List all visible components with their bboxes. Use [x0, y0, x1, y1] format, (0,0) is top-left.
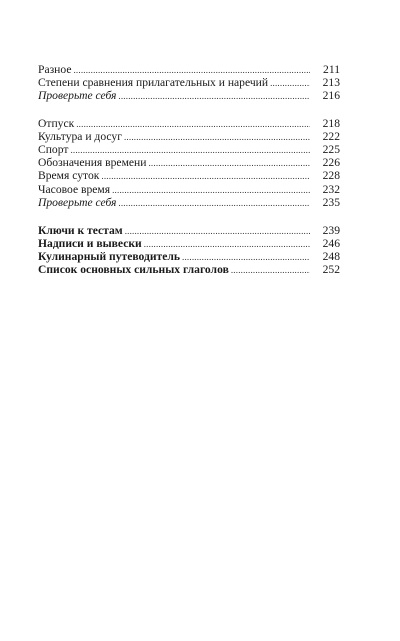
toc-group-2	[38, 117, 340, 209]
toc-entry-page: 218	[322, 116, 340, 130]
dot-leader	[118, 197, 310, 210]
toc-group-1	[38, 63, 340, 103]
toc-entry-title: Надписи и вывески	[38, 237, 142, 251]
toc-entry-title: Кулинарный путеводитель	[38, 250, 181, 264]
toc-entry[interactable]	[38, 237, 340, 250]
toc-entry[interactable]	[38, 156, 340, 169]
toc-entry-page: 216	[322, 89, 340, 103]
dot-leader	[125, 225, 310, 238]
toc-entry[interactable]	[38, 143, 340, 156]
dot-leader	[231, 264, 310, 277]
toc-entry[interactable]	[38, 224, 340, 237]
toc-entry[interactable]	[38, 117, 340, 130]
toc-entry-title: Список основных сильных глаголов	[38, 263, 229, 277]
toc-entry-title: Культура и досуг	[38, 129, 122, 143]
dot-leader	[112, 184, 310, 197]
dot-leader	[101, 170, 310, 183]
toc-entry[interactable]	[38, 183, 340, 196]
toc-entry[interactable]	[38, 76, 340, 89]
toc-entry-page: 211	[323, 63, 340, 76]
toc-entry[interactable]	[38, 130, 340, 143]
toc-entry[interactable]	[38, 263, 340, 276]
table-of-contents	[38, 63, 340, 277]
toc-entry-title: Ключи к тестам	[38, 223, 123, 237]
toc-entry-page: 225	[322, 142, 340, 156]
toc-entry-page: 226	[322, 156, 340, 170]
dot-leader	[148, 157, 310, 170]
toc-entry-title: Разное	[38, 63, 72, 76]
toc-entry-page: 213	[322, 76, 340, 90]
toc-entry-page: 248	[322, 250, 340, 264]
toc-entry-page: 228	[322, 169, 340, 183]
toc-entry-page: 252	[322, 263, 340, 277]
toc-entry-page: 222	[322, 129, 340, 143]
toc-entry-title: Спорт	[38, 142, 69, 156]
dot-leader	[270, 77, 310, 90]
toc-entry-title: Часовое время	[38, 182, 111, 196]
toc-entry[interactable]	[38, 89, 340, 102]
toc-entry-title: Обозначения времени	[38, 156, 147, 170]
toc-entry-title: Степени сравнения прилагательных и наречий	[38, 76, 269, 90]
toc-entry[interactable]	[38, 250, 340, 263]
toc-entry[interactable]	[38, 63, 340, 76]
group-spacer	[38, 103, 340, 117]
toc-entry-page: 239	[322, 223, 340, 237]
toc-entry-title: Проверьте себя	[38, 89, 117, 103]
toc-entry-page: 232	[322, 182, 340, 196]
group-spacer	[38, 209, 340, 224]
toc-entry[interactable]	[38, 196, 340, 209]
toc-group-3	[38, 224, 340, 277]
dot-leader	[124, 131, 310, 144]
toc-entry-page: 235	[322, 195, 340, 209]
toc-entry[interactable]	[38, 169, 340, 182]
toc-entry-title: Время суток	[38, 169, 100, 183]
toc-entry-title: Отпуск	[38, 116, 75, 130]
dot-leader	[118, 90, 310, 103]
toc-entry-page: 246	[322, 237, 340, 251]
toc-entry-title: Проверьте себя	[38, 195, 117, 209]
